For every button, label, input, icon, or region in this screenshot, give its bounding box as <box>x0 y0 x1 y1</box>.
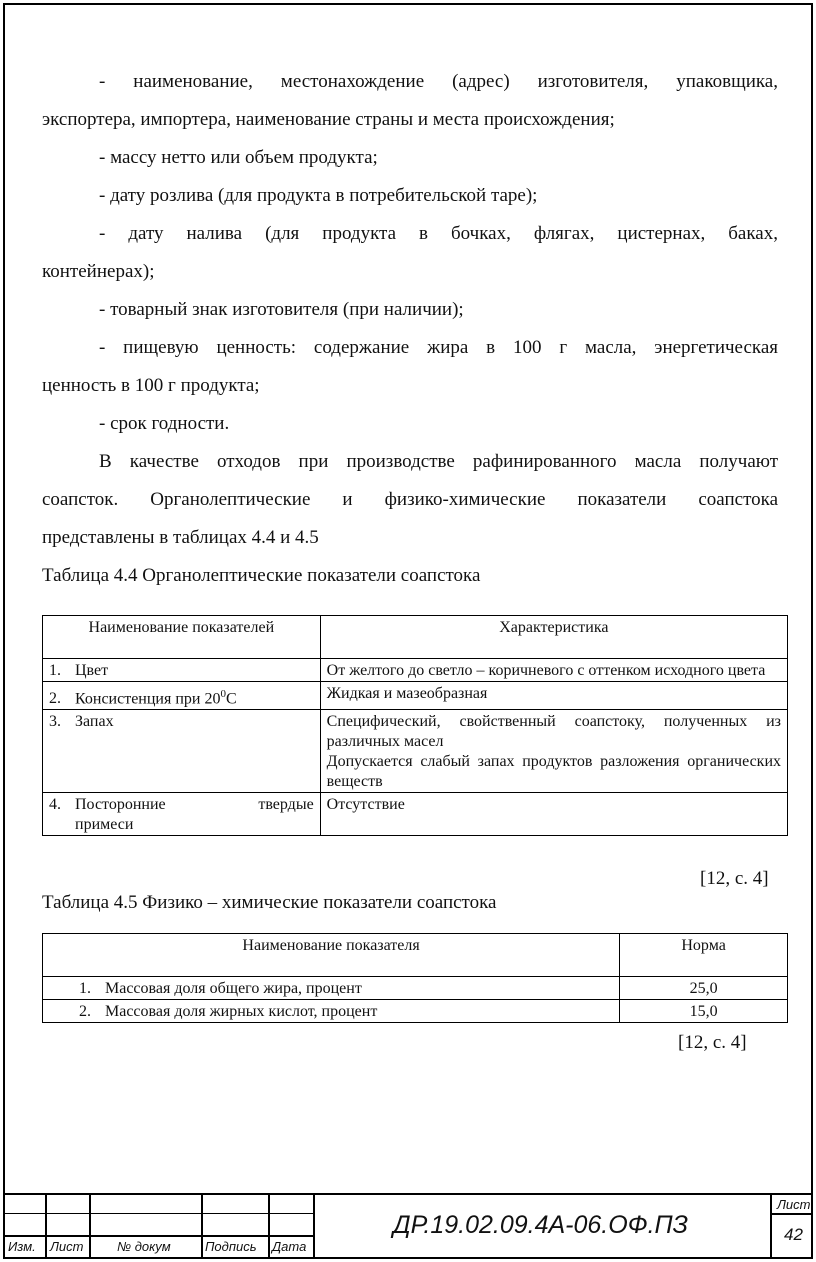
row-number: 4. <box>49 796 61 814</box>
stamp-label: Лист <box>50 1239 84 1254</box>
row-number: 2. <box>49 690 61 708</box>
paragraph-line: экспортера, импортера, наименование страны и места происхождения; <box>42 109 615 130</box>
table-row <box>43 710 788 793</box>
divider <box>313 1193 315 1259</box>
organoleptic-table <box>42 615 788 836</box>
table-row <box>43 1000 788 1023</box>
divider <box>770 1193 772 1259</box>
divider <box>3 1235 313 1237</box>
table-cell: 15,0 <box>620 1000 788 1023</box>
table-header-row <box>43 934 788 977</box>
stamp-label: Изм. <box>8 1239 36 1254</box>
sheet-number: 42 <box>784 1225 803 1244</box>
table-cell <box>320 710 787 793</box>
table-cell <box>43 793 321 836</box>
column-header: Характеристика <box>320 616 787 659</box>
paragraph-line: В качестве отходов при производстве рафинированного масла получают <box>99 451 778 472</box>
cell-text: Специфический, свойственный соапстоку, полученных из различных масел <box>326 713 781 751</box>
table-caption: Таблица 4.4 Органолептические показатели соапстока <box>42 565 481 586</box>
column-header: Наименование показателей <box>43 616 321 659</box>
source-reference: [12, с. 4] <box>678 1032 747 1053</box>
row-number: 1. <box>79 980 91 997</box>
paragraph-line: ценность в 100 г продукта; <box>42 375 260 396</box>
paragraph: - массу нетто или объем продукта; <box>99 147 378 168</box>
superscript: 0 <box>220 688 226 700</box>
stamp-label: Дата <box>272 1239 307 1254</box>
title-block <box>3 1193 813 1259</box>
paragraph-line: представлены в таблицах 4.4 и 4.5 <box>42 527 319 548</box>
cell-text: Допускается слабый запах продуктов разложения органических веществ <box>326 753 781 791</box>
table-cell <box>43 659 321 682</box>
stamp-label: № докум <box>117 1239 171 1254</box>
indicator-name: Массовая доля жирных кислот, процент <box>105 1003 378 1020</box>
table-cell: Отсутствие <box>320 793 787 836</box>
column-header: Наименование показателя <box>43 934 620 977</box>
divider <box>268 1193 270 1259</box>
cell-line <box>49 795 314 815</box>
physicochemical-table <box>42 933 788 1023</box>
body-text <box>42 63 778 595</box>
divider <box>89 1193 91 1259</box>
paragraph-line: контейнерах); <box>42 261 155 282</box>
table-cell: Жидкая и мазеобразная <box>320 682 787 710</box>
divider <box>770 1213 813 1215</box>
divider <box>3 1193 813 1195</box>
paragraph-line: - дату налива (для продукта в бочках, флягах, цистернах, баках, <box>99 223 778 244</box>
indicator-name-cont: примеси <box>75 816 134 834</box>
paragraph: - товарный знак изготовителя (при наличии); <box>99 299 464 320</box>
table-caption: Таблица 4.5 Физико – химические показатели соапстока <box>42 892 497 913</box>
table-cell <box>43 682 321 710</box>
table-row <box>43 659 788 682</box>
row-number: 2. <box>79 1003 91 1020</box>
paragraph: - дату розлива (для продукта в потребительской таре); <box>99 185 538 206</box>
indicator-unit: С <box>225 690 237 708</box>
sheet-label: Лист <box>777 1197 811 1212</box>
table-cell: От желтого до светло – коричневого с оттенком исходного цвета <box>320 659 787 682</box>
source-reference: [12, с. 4] <box>700 868 769 889</box>
indicator-name: Цвет <box>75 662 109 679</box>
table-cell: 25,0 <box>620 977 788 1000</box>
row-number: 1. <box>49 662 61 679</box>
table-row <box>43 977 788 1000</box>
paragraph: - срок годности. <box>99 413 230 434</box>
divider <box>201 1193 203 1259</box>
divider <box>45 1193 47 1259</box>
indicator-name: Консистенция при 20 <box>75 690 221 708</box>
indicator-name: Запах <box>75 713 114 731</box>
table-cell <box>43 1000 620 1023</box>
table-header-row <box>43 616 788 659</box>
stamp-label: Подпись <box>205 1239 257 1254</box>
table-row <box>43 682 788 710</box>
column-header: Норма <box>620 934 788 977</box>
row-number: 3. <box>49 713 61 731</box>
indicator-name: Посторонние твердые <box>75 796 314 814</box>
indicator-name: Массовая доля общего жира, процент <box>105 980 362 997</box>
table-cell <box>43 977 620 1000</box>
paragraph-line: - наименование, местонахождение (адрес) изготовителя, упаковщика, <box>99 71 778 92</box>
paragraph-line: соапсток. Органолептические и физико-химические показатели соапстока <box>42 489 778 510</box>
table-cell <box>43 710 321 793</box>
table-row <box>43 793 788 836</box>
paragraph-line: - пищевую ценность: содержание жира в 100 г масла, энергетическая <box>99 337 778 358</box>
divider <box>3 1213 313 1214</box>
document-code: ДР.19.02.09.4А-06.ОФ.ПЗ <box>393 1211 688 1239</box>
